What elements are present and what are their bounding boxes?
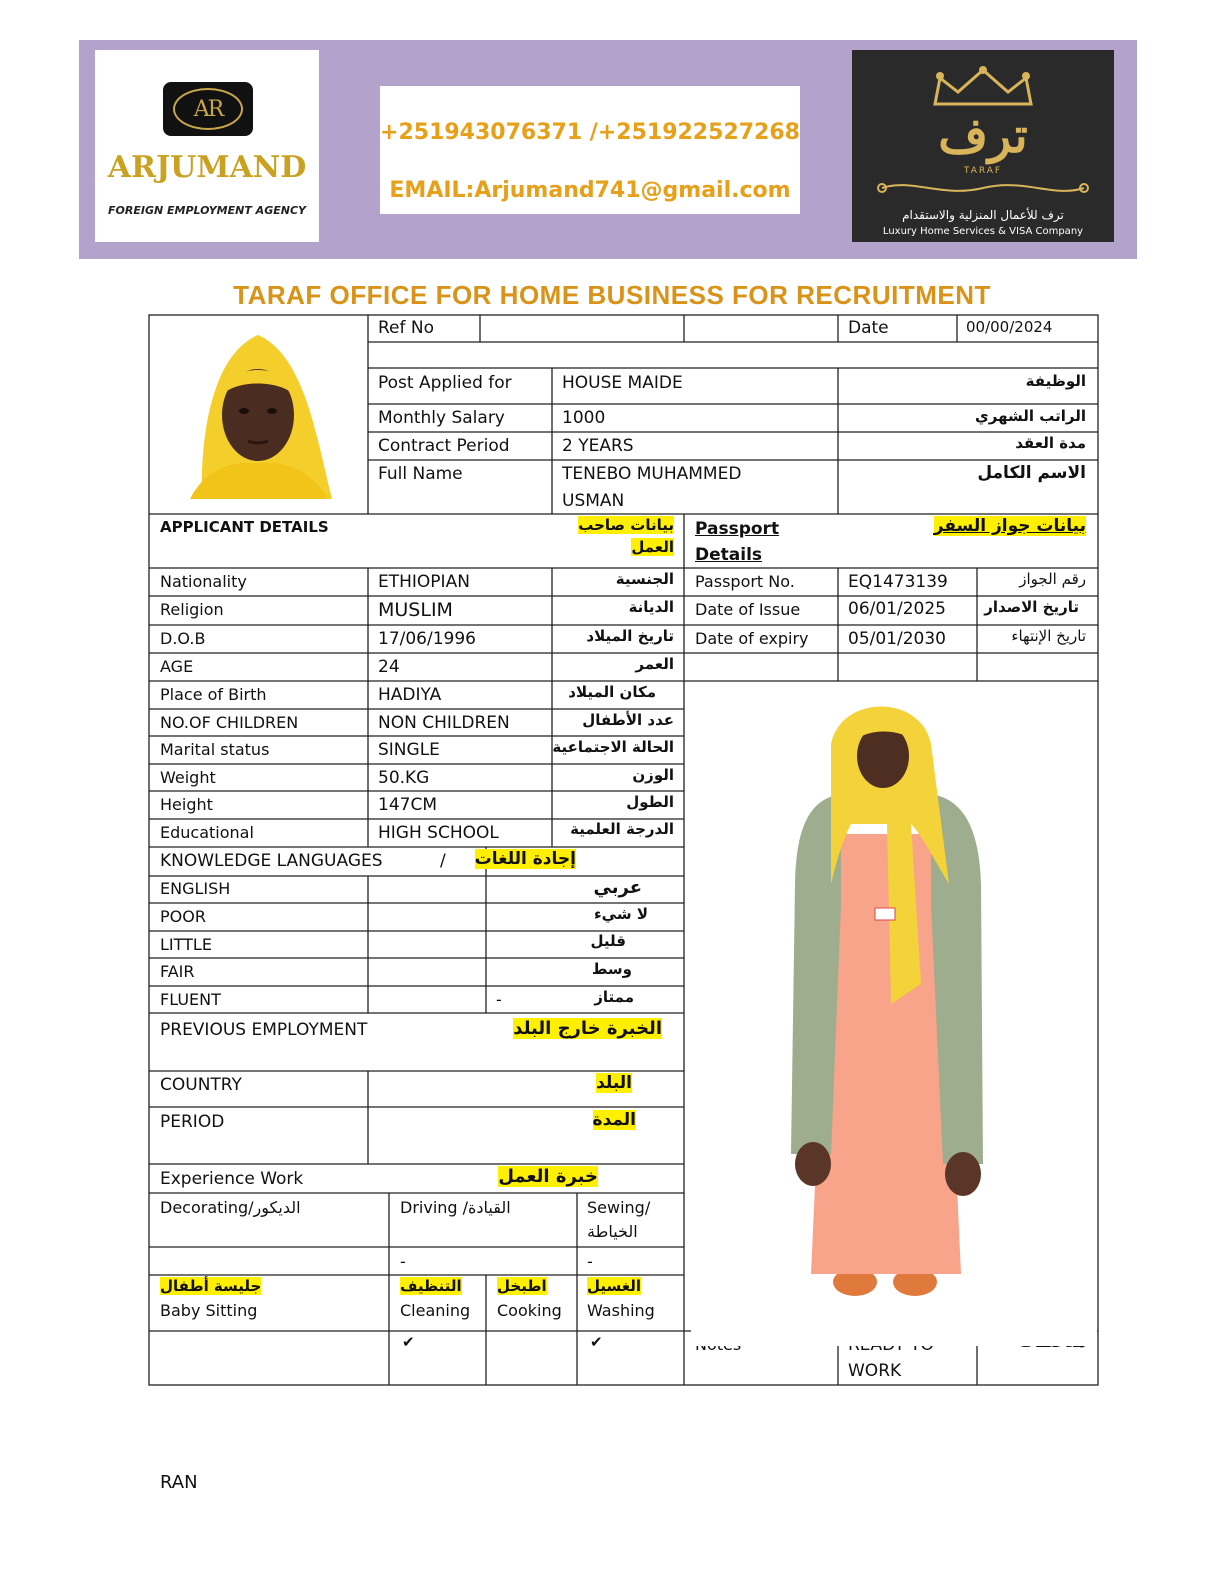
arjumand-logo — [95, 50, 319, 242]
row-label: Height — [160, 795, 213, 814]
country-label: COUNTRY — [160, 1075, 242, 1095]
skill-babysitting: Baby Sitting — [160, 1301, 258, 1320]
level-mark: - — [496, 990, 502, 1009]
passport-no-label: Passport No. — [695, 572, 795, 591]
row-value: 50.KG — [378, 768, 430, 788]
row-value: HIGH SCHOOL — [378, 823, 499, 843]
row-ar: عدد الأطفال — [582, 711, 674, 729]
skill-decorating: Decorating/الديكور — [160, 1198, 301, 1217]
fullname-ar: الاسم الكامل — [977, 463, 1086, 483]
issue-value: 06/01/2025 — [848, 599, 946, 619]
taraf-script: ترف — [938, 108, 1028, 164]
issue-ar: تاريخ الاصدار — [984, 598, 1079, 616]
experience-heading-ar: خبرة العمل — [498, 1166, 598, 1187]
taraf-arabic: ترف للأعمال المنزلية والاستقدام — [902, 208, 1064, 222]
row-ar: الوزن — [632, 766, 674, 784]
row-value: 147CM — [378, 795, 437, 815]
passport-heading-2: Details — [695, 545, 763, 565]
salary-ar: الراتب الشهري — [975, 407, 1086, 425]
applicant-passport-photo — [182, 325, 334, 499]
row-ar: العمر — [635, 655, 674, 673]
languages-heading: KNOWLEDGE LANGUAGES — [160, 851, 383, 871]
post-ar: الوظيفة — [1025, 372, 1086, 390]
applicant-heading-ar: بيانات صاحب — [578, 516, 674, 534]
crown-icon — [930, 66, 1036, 106]
passport-heading: Passport — [695, 519, 780, 539]
skill-cooking: Cooking — [497, 1301, 562, 1320]
row-ar: تاريخ الميلاد — [586, 627, 674, 645]
notes-value-2: WORK — [848, 1361, 902, 1381]
fullname-value-line2: USMAN — [562, 491, 625, 511]
email-address: EMAIL:Arjumand741@gmail.com — [389, 178, 791, 203]
cleaning-check-icon: ✔ — [402, 1333, 415, 1351]
fullname-value: TENEBO MUHAMMED — [562, 464, 742, 484]
applicant-details-heading: APPLICANT DETAILS — [160, 518, 329, 536]
row-value: MUSLIM — [378, 599, 453, 621]
skill-washing-ar: الغسيل — [587, 1277, 642, 1295]
date-value: 00/00/2024 — [966, 318, 1053, 336]
country-ar: البلد — [596, 1073, 632, 1093]
arjumand-name: ARJUMAND — [107, 150, 307, 185]
salary-value: 1000 — [562, 408, 606, 428]
skill-sewing-mark: - — [587, 1252, 593, 1271]
row-value: SINGLE — [378, 740, 440, 760]
expiry-ar: تاريخ الإنتهاء — [1011, 627, 1086, 645]
salary-label: Monthly Salary — [378, 408, 505, 428]
washing-check-icon: ✔ — [590, 1333, 603, 1351]
row-value: 24 — [378, 657, 400, 677]
english-label: ENGLISH — [160, 879, 231, 898]
page-title: TARAF OFFICE FOR HOME BUSINESS FOR RECRUITMENT — [233, 280, 991, 310]
level-ar: ممتاز — [594, 988, 634, 1006]
row-label: Place of Birth — [160, 685, 267, 704]
skill-sewing: Sewing/ — [587, 1198, 651, 1217]
row-label: NO.OF CHILDREN — [160, 713, 299, 732]
ref-no-label: Ref No — [378, 318, 435, 338]
issue-label: Date of Issue — [695, 600, 801, 619]
level-ar: لا شيء — [594, 905, 648, 923]
row-ar: الطول — [626, 793, 674, 811]
row-label: Religion — [160, 600, 224, 619]
contract-label: Contract Period — [378, 436, 510, 456]
skill-babysitting-ar: جليسة أطفال — [160, 1277, 262, 1295]
level-label: FLUENT — [160, 990, 221, 1009]
applicant-heading-ar-2: العمل — [631, 538, 674, 556]
level-label: POOR — [160, 907, 206, 926]
contract-value: 2 YEARS — [562, 436, 634, 456]
row-label: Marital status — [160, 740, 270, 759]
level-ar: وسط — [591, 960, 632, 978]
prev-employment-ar: الخبرة خارج البلد — [513, 1018, 662, 1039]
skill-driving: Driving /القيادة — [400, 1198, 511, 1217]
row-label: Educational — [160, 823, 254, 842]
row-ar: الحالة الاجتماعية — [552, 738, 674, 756]
applicant-full-photo — [691, 684, 1097, 1346]
languages-slash: / — [440, 851, 446, 871]
taraf-english: Luxury Home Services & VISA Company — [882, 226, 1084, 237]
expiry-label: Date of expiry — [695, 629, 809, 648]
row-label: Weight — [160, 768, 216, 787]
experience-heading: Experience Work — [160, 1169, 304, 1189]
period-label: PERIOD — [160, 1112, 225, 1132]
row-value: ETHIOPIAN — [378, 572, 470, 592]
skill-sewing-ar: الخياطة — [587, 1222, 638, 1241]
fullname-label: Full Name — [378, 464, 463, 484]
row-ar: الجنسية — [615, 570, 674, 588]
date-label: Date — [848, 318, 889, 338]
arabic-lang-label: عربي — [593, 877, 642, 898]
row-value: NON CHILDREN — [378, 713, 510, 733]
skill-washing: Washing — [587, 1301, 655, 1320]
row-label: D.O.B — [160, 629, 206, 648]
languages-heading-ar: إجادة اللغات — [474, 849, 576, 869]
ar-monogram-icon: AR — [163, 82, 253, 136]
ornament-icon — [872, 178, 1094, 198]
skill-cleaning-ar: التنظيف — [400, 1277, 462, 1295]
row-ar: الدرجة العلمية — [570, 820, 674, 838]
contract-ar: مدة العقد — [1015, 434, 1086, 452]
expiry-value: 05/01/2030 — [848, 629, 946, 649]
period-ar: المدة — [592, 1110, 636, 1130]
passport-no-ar: رقم الجواز — [1019, 570, 1086, 588]
skill-driving-mark: - — [400, 1252, 406, 1271]
row-ar: مكان الميلاد — [568, 683, 656, 701]
contact-box — [380, 86, 800, 214]
skill-cooking-ar: اطبخل — [497, 1277, 547, 1295]
row-ar: الديانة — [628, 598, 674, 616]
level-label: LITTLE — [160, 935, 212, 954]
footer-note: RAN — [160, 1472, 198, 1493]
level-ar: قليل — [590, 932, 626, 950]
taraf-word: TARAF — [963, 166, 1003, 176]
passport-heading-ar: بيانات جواز السفر — [933, 516, 1086, 536]
passport-no-value: EQ1473139 — [848, 572, 948, 592]
phone-numbers: +251943076371 /+251922527268 — [380, 120, 800, 145]
row-label: Nationality — [160, 572, 247, 591]
taraf-logo — [852, 50, 1114, 242]
arjumand-tagline: FOREIGN EMPLOYMENT AGENCY — [108, 204, 306, 217]
row-value: 17/06/1996 — [378, 629, 476, 649]
row-label: AGE — [160, 657, 194, 676]
prev-employment-heading: PREVIOUS EMPLOYMENT — [160, 1020, 368, 1040]
post-label: Post Applied for — [378, 373, 512, 393]
post-value: HOUSE MAIDE — [562, 373, 683, 393]
level-label: FAIR — [160, 962, 195, 981]
row-value: HADIYA — [378, 685, 442, 705]
skill-cleaning: Cleaning — [400, 1301, 471, 1320]
